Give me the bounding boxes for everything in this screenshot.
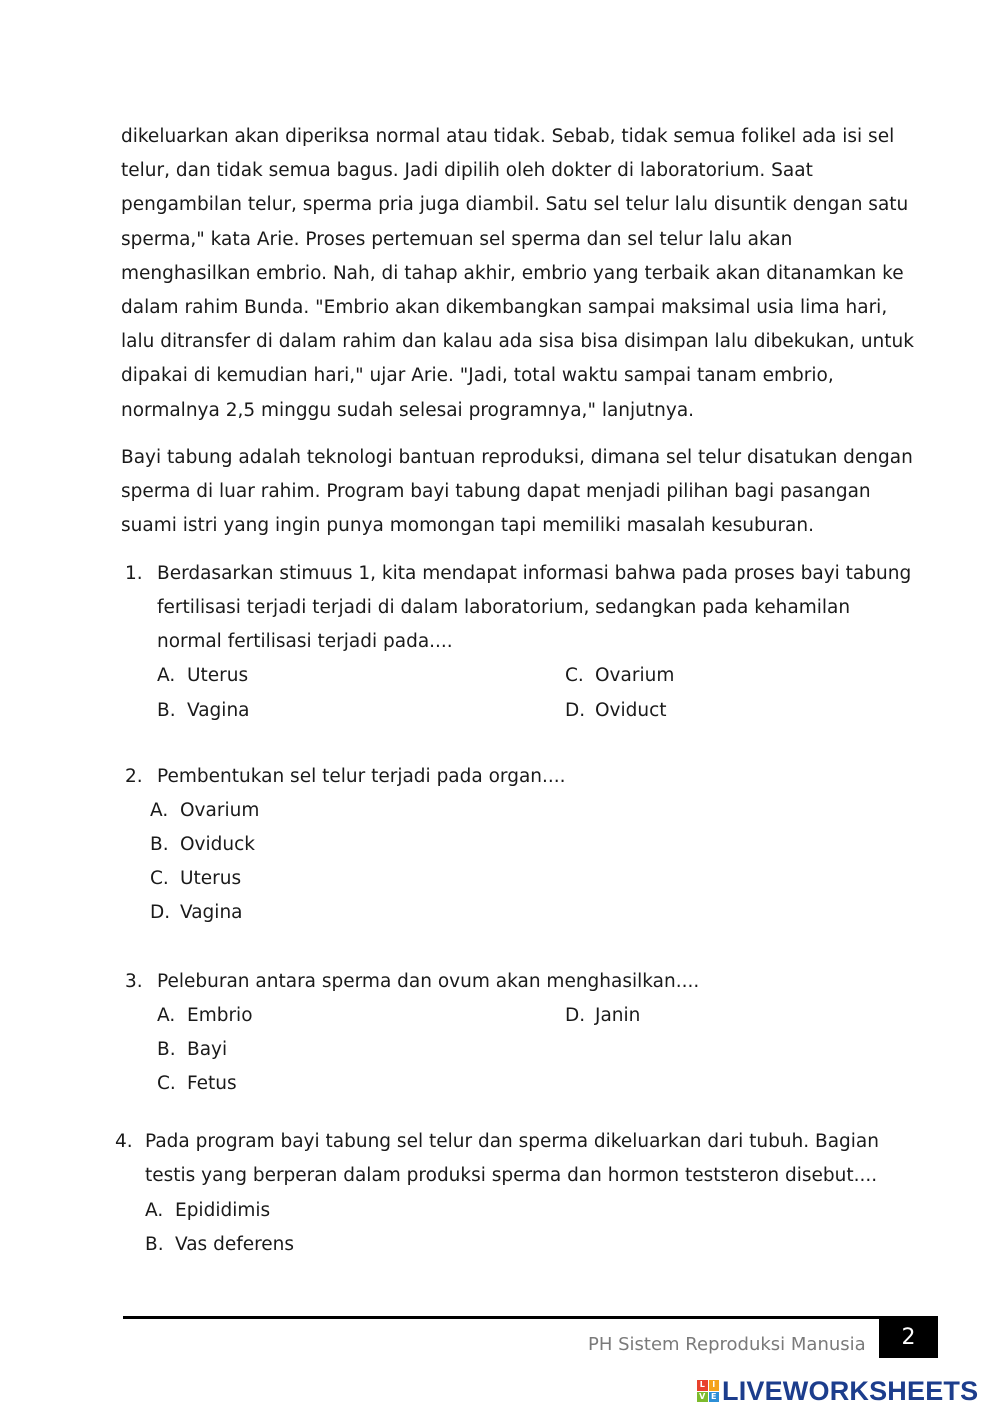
- liveworksheets-logo-icon: [697, 1380, 719, 1402]
- option-letter: D.: [150, 902, 171, 923]
- text-line: telur, dan tidak semua bagus. Jadi dipilih oleh dokter di laboratorium. Saat: [121, 160, 813, 182]
- stimulus-paragraph-2: [121, 441, 913, 544]
- option-q1-c[interactable]: [565, 659, 674, 693]
- option-text: Uterus: [187, 665, 249, 686]
- text-line: pengambilan telur, sperma pria juga diambil. Satu sel telur lalu disuntik dengan satu: [121, 194, 909, 216]
- logo-tile: L: [697, 1380, 708, 1391]
- footer-title: PH Sistem Reproduksi Manusia: [588, 1334, 866, 1355]
- option-q1-d[interactable]: [565, 694, 667, 728]
- option-letter: C.: [565, 665, 584, 686]
- option-text: Bayi: [187, 1039, 228, 1060]
- option-text: Oviduct: [595, 700, 667, 721]
- option-q4-b[interactable]: [145, 1228, 294, 1262]
- option-q4-a[interactable]: [145, 1194, 270, 1228]
- option-text: Fetus: [187, 1073, 237, 1094]
- text-line: lalu ditransfer di dalam rahim dan kalau ada sisa bisa disimpan lalu dibekukan, untuk: [121, 331, 914, 353]
- option-q2-b[interactable]: [150, 828, 255, 862]
- logo-tile: V: [697, 1392, 708, 1403]
- option-letter: A.: [157, 1005, 176, 1026]
- question-line: Berdasarkan stimuus 1, kita mendapat informasi bahwa pada proses bayi tabung: [157, 563, 912, 584]
- option-q1-b[interactable]: [157, 694, 250, 728]
- option-text: Ovarium: [595, 665, 675, 686]
- footer-divider: [123, 1316, 879, 1319]
- logo-tile: E: [709, 1392, 720, 1403]
- option-letter: C.: [157, 1073, 176, 1094]
- option-letter: B.: [157, 1039, 176, 1060]
- option-q3-b[interactable]: [157, 1033, 227, 1067]
- option-letter: B.: [157, 700, 176, 721]
- option-q2-c[interactable]: [150, 862, 241, 896]
- option-text: Vagina: [180, 902, 243, 923]
- question-line: normal fertilisasi terjadi pada....: [157, 631, 453, 653]
- text-line: menghasilkan embrio. Nah, di tahap akhir, embrio yang terbaik akan ditanamkan ke: [121, 262, 904, 284]
- question-line: Peleburan antara sperma dan ovum akan menghasilkan....: [157, 971, 700, 992]
- question-number: 2.: [125, 766, 143, 787]
- option-text: Ovarium: [180, 800, 260, 821]
- question-line: Pembentukan sel telur terjadi pada organ....: [157, 766, 566, 787]
- question-stem: [157, 760, 566, 794]
- text-line: dalam rahim Bunda. "Embrio akan dikembangkan sampai maksimal usia lima hari,: [121, 297, 888, 319]
- option-text: Epididimis: [175, 1200, 271, 1221]
- option-letter: C.: [150, 868, 169, 889]
- question-line: testis yang berperan dalam produksi sperma dan hormon teststeron disebut....: [145, 1165, 878, 1187]
- question-line: fertilisasi terjadi terjadi di dalam laboratorium, sedangkan pada kehamilan: [157, 597, 851, 619]
- option-letter: A.: [145, 1200, 164, 1221]
- text-line: dipakai di kemudian hari," ujar Arie. "Jadi, total waktu sampai tanam embrio,: [121, 365, 834, 387]
- option-q2-d[interactable]: [150, 896, 243, 930]
- option-text: Embrio: [187, 1005, 253, 1026]
- question-number: 3.: [125, 971, 143, 992]
- option-letter: B.: [150, 834, 169, 855]
- page-number: 2: [879, 1316, 938, 1358]
- stimulus-paragraph-1: [121, 120, 914, 428]
- liveworksheets-brand[interactable]: [697, 1375, 978, 1407]
- option-q2-a[interactable]: [150, 794, 259, 828]
- brand-text: LIVEWORKSHEETS: [722, 1375, 979, 1406]
- option-letter: B.: [145, 1234, 164, 1255]
- text-line: Bayi tabung adalah teknologi bantuan reproduksi, dimana sel telur disatukan dengan: [121, 447, 913, 468]
- option-text: Janin: [595, 1005, 641, 1026]
- option-text: Uterus: [180, 868, 242, 889]
- option-q1-a[interactable]: [157, 659, 248, 693]
- question-line: Pada program bayi tabung sel telur dan sperma dikeluarkan dari tubuh. Bagian: [145, 1131, 879, 1152]
- option-letter: A.: [150, 800, 169, 821]
- question-stem: [157, 557, 911, 660]
- option-q3-a[interactable]: [157, 999, 253, 1033]
- text-line: normalnya 2,5 minggu sudah selesai programnya," lanjutnya.: [121, 399, 695, 421]
- text-line: suami istri yang ingin punya momongan tapi memiliki masalah kesuburan.: [121, 515, 815, 537]
- option-text: Vas deferens: [175, 1234, 295, 1255]
- logo-tile: I: [709, 1380, 720, 1391]
- option-text: Vagina: [187, 700, 250, 721]
- option-letter: A.: [157, 665, 176, 686]
- question-stem: [145, 1125, 879, 1193]
- text-line: dikeluarkan akan diperiksa normal atau tidak. Sebab, tidak semua folikel ada isi sel: [121, 126, 895, 147]
- text-line: sperma di luar rahim. Program bayi tabung dapat menjadi pilihan bagi pasangan: [121, 481, 871, 503]
- text-line: sperma," kata Arie. Proses pertemuan sel sperma dan sel telur lalu akan: [121, 228, 793, 250]
- question-stem: [157, 965, 699, 999]
- option-q3-c[interactable]: [157, 1067, 237, 1101]
- option-q3-d[interactable]: [565, 999, 640, 1033]
- option-letter: D.: [565, 1005, 586, 1026]
- question-number: 1.: [125, 563, 143, 584]
- option-letter: D.: [565, 700, 586, 721]
- option-text: Oviduck: [180, 834, 256, 855]
- question-number: 4.: [115, 1131, 133, 1152]
